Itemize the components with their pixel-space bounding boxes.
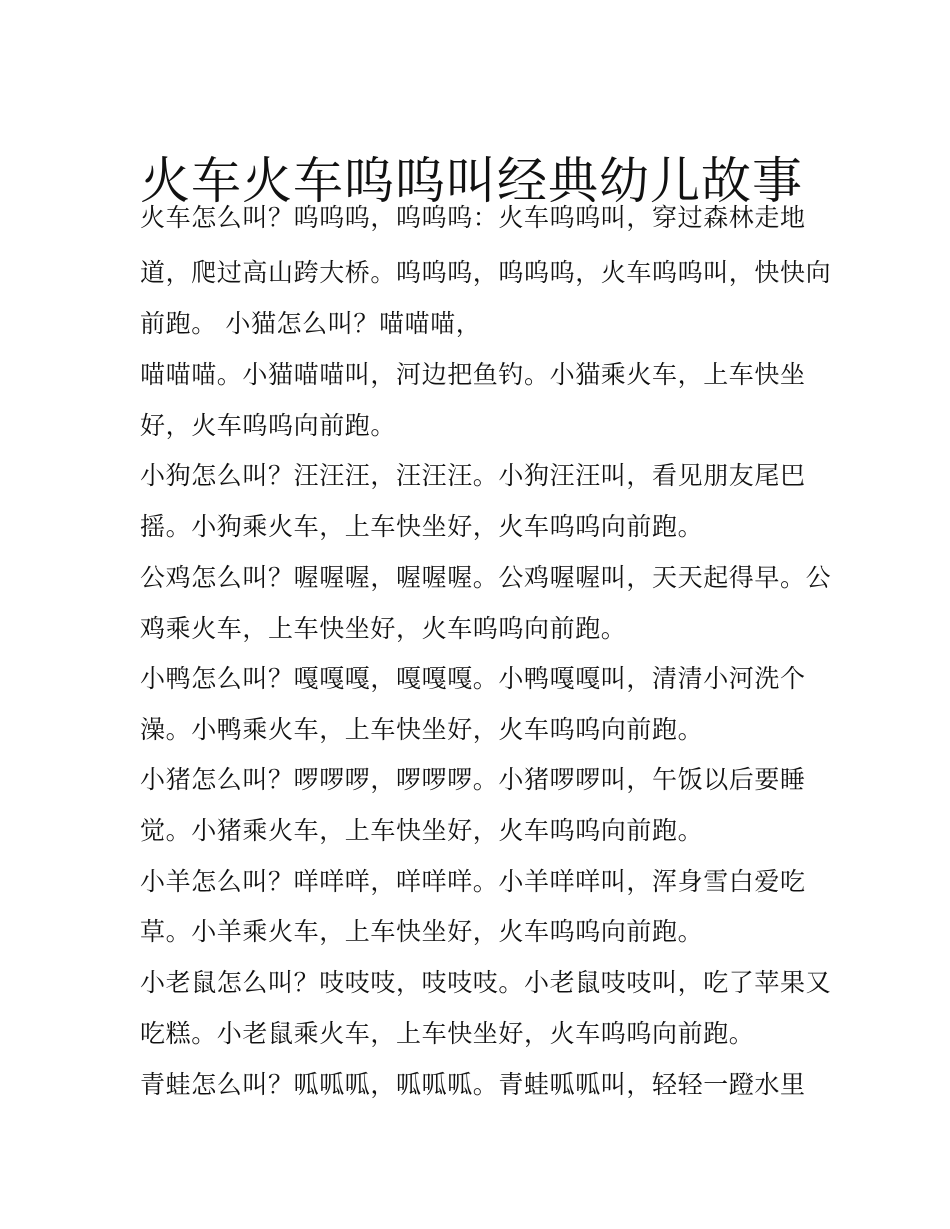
text-line: 小羊怎么叫？咩咩咩，咩咩咩。小羊咩咩叫，浑身雪白爱吃 — [140, 867, 806, 896]
text-line: 青蛙怎么叫？呱呱呱，呱呱呱。青蛙呱呱叫，轻轻一蹬水里 — [140, 1070, 806, 1099]
text-line: 小鸭怎么叫？嘎嘎嘎，嘎嘎嘎。小鸭嘎嘎叫，清清小河洗个 — [140, 664, 806, 693]
text-line: 吃糕。小老鼠乘火车，上车快坐好，火车呜呜向前跑。 — [140, 1019, 755, 1048]
text-line: 觉。小猪乘火车，上车快坐好，火车呜呜向前跑。 — [140, 816, 704, 845]
text-line: 小老鼠怎么叫？吱吱吱，吱吱吱。小老鼠吱吱叫，吃了苹果又 — [140, 968, 832, 997]
text-line: 小猪怎么叫？啰啰啰，啰啰啰。小猪啰啰叫，午饭以后要睡 — [140, 765, 806, 794]
text-line: 好，火车呜呜向前跑。 — [140, 411, 397, 440]
text-line: 前跑。 小猫怎么叫？喵喵喵， — [140, 309, 482, 338]
text-line: 小狗怎么叫？汪汪汪，汪汪汪。小狗汪汪叫，看见朋友尾巴 — [140, 461, 806, 490]
text-line: 道，爬过高山跨大桥。呜呜呜，呜呜呜，火车呜呜叫，快快向 — [140, 258, 832, 287]
text-line: 鸡乘火车，上车快坐好，火车呜呜向前跑。 — [140, 614, 627, 643]
text-line: 摇。小狗乘火车，上车快坐好，火车呜呜向前跑。 — [140, 512, 704, 541]
text-line: 草。小羊乘火车，上车快坐好，火车呜呜向前跑。 — [140, 917, 704, 946]
text-line: 公鸡怎么叫？喔喔喔，喔喔喔。公鸡喔喔叫，天天起得早。公 — [140, 563, 832, 592]
text-line: 澡。小鸭乘火车，上车快坐好，火车呜呜向前跑。 — [140, 715, 704, 744]
document-title: 火车火车呜呜叫经典幼儿故事 — [140, 151, 803, 210]
text-line: 喵喵喵。小猫喵喵叫，河边把鱼钓。小猫乘火车，上车快坐 — [140, 360, 806, 389]
text-line: 火车怎么叫？呜呜呜，呜呜呜：火车呜呜叫，穿过森林走地 — [140, 203, 806, 232]
